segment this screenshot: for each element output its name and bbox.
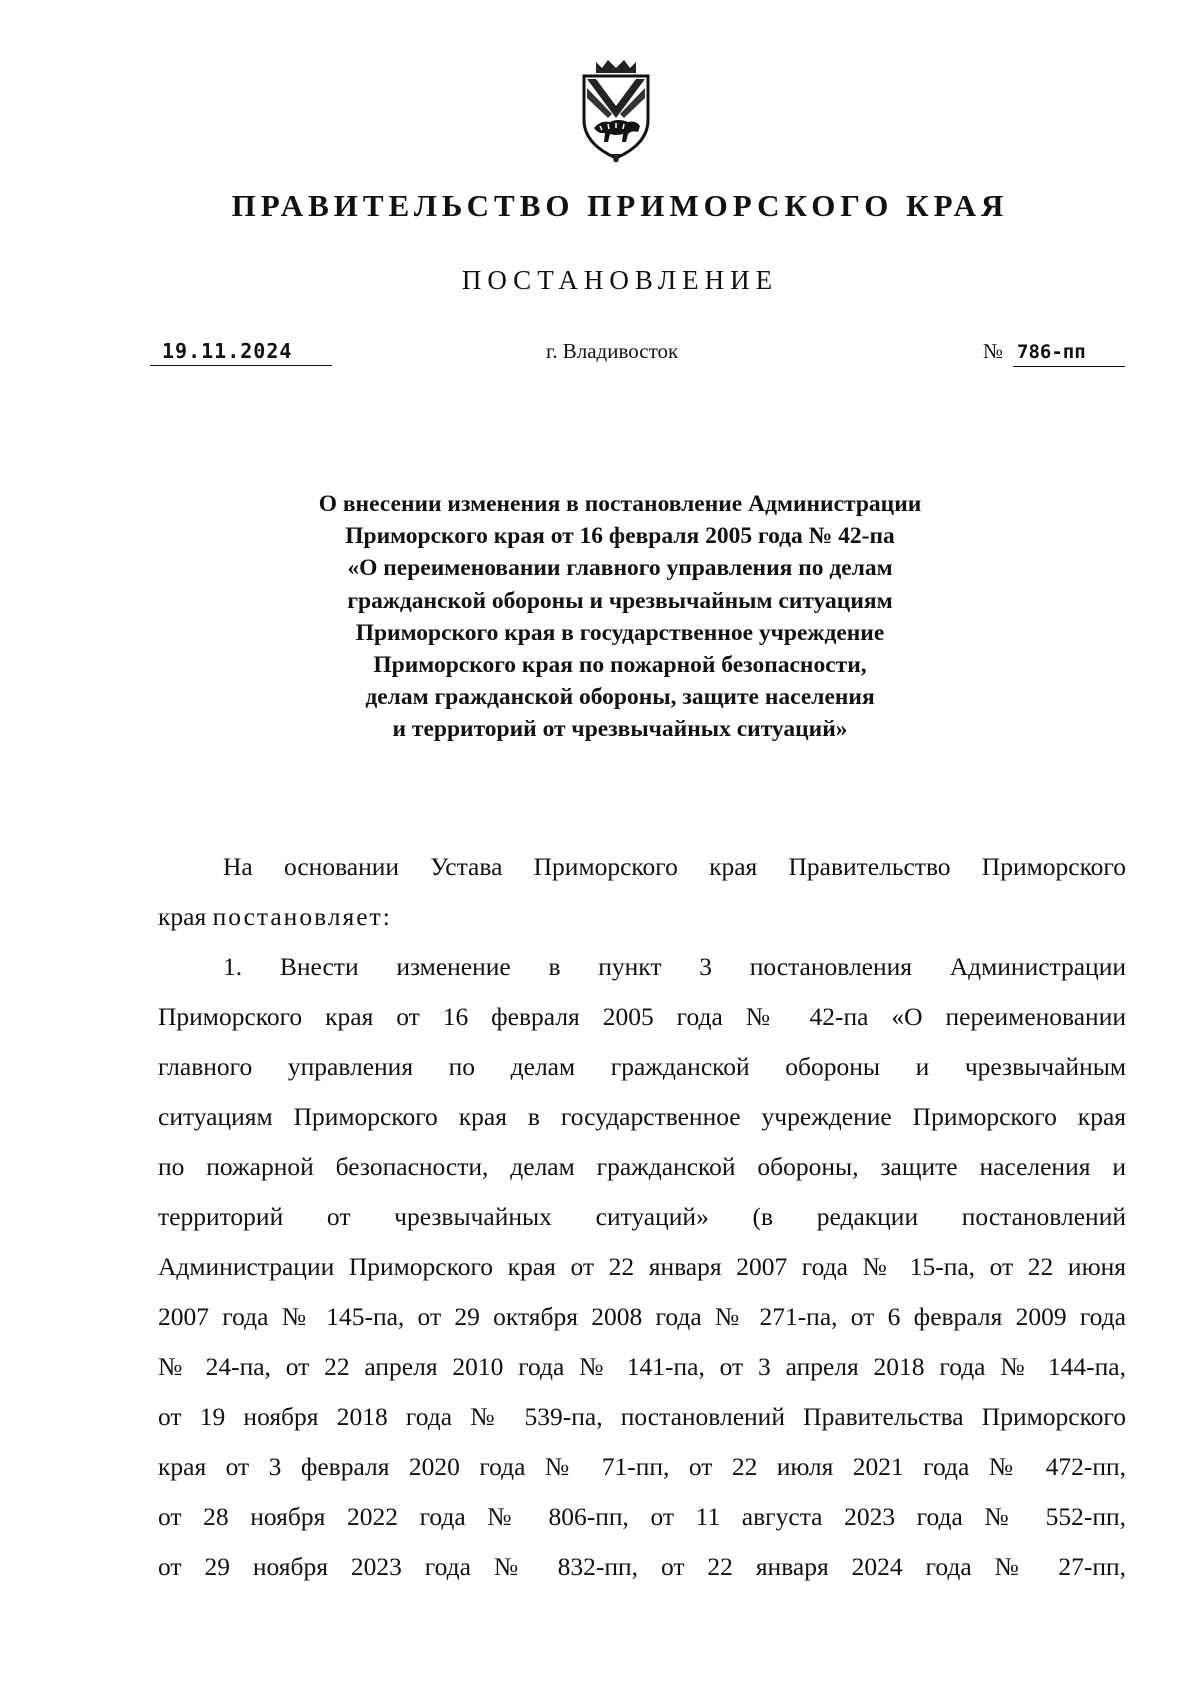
document-type: ПОСТАНОВЛЕНИЕ — [461, 265, 779, 295]
body-paragraph-line: от 28 ноября 2022 года № 806-пп, от 11 августа 2023 года № 552-пп, — [158, 1502, 1126, 1531]
document-body — [158, 842, 1126, 1592]
heading-line: Приморского края в государственное учреждение — [355, 619, 885, 646]
body-paragraph-line — [158, 892, 1126, 942]
body-paragraph-line: 2007 года № 145-па, от 29 октября 2008 года № 271-па, от 6 февраля 2009 года — [158, 1302, 1126, 1331]
document-city: г. Владивосток — [546, 339, 679, 363]
heading-line: О внесении изменения в постановление Администрации — [318, 491, 922, 517]
body-paragraph-line: № 24-па, от 22 апреля 2010 года № 141-па, от 3 апреля 2018 года № 144-па, — [158, 1352, 1126, 1381]
coat-of-arms-icon — [578, 58, 654, 162]
body-paragraph-line: Администрации Приморского края от 22 января 2007 года № 15-па, от 22 июня — [158, 1252, 1126, 1281]
body-paragraph-line: по пожарной безопасности, делам гражданской обороны, защите населения и — [158, 1152, 1126, 1181]
document-date: 19.11.2024 — [150, 337, 332, 366]
body-paragraph-line: 1. Внести изменение в пункт 3 постановления Администрации — [223, 952, 1126, 981]
body-text-fragment: края — [158, 902, 213, 931]
body-paragraph-line: края от 3 февраля 2020 года № 71-пп, от 22 июля 2021 года № 472-пп, — [158, 1452, 1126, 1481]
government-title: ПРАВИТЕЛЬСТВО ПРИМОРСКОГО КРАЯ — [231, 188, 1009, 223]
heading-line: «О переименовании главного управления по делам — [347, 555, 893, 582]
body-paragraph-line: На основании Устава Приморского края Правительство Приморского — [223, 852, 1126, 881]
body-paragraph-line: от 19 ноября 2018 года № 539-па, постановлений Правительства Приморского — [158, 1402, 1126, 1431]
body-paragraph-line: ситуациям Приморского края в государственное учреждение Приморского края — [158, 1102, 1126, 1131]
body-paragraph-line: от 29 ноября 2023 года № 832-пп, от 22 января 2024 года № 27-пп, — [158, 1552, 1126, 1581]
document-meta-row — [0, 337, 1200, 377]
body-paragraph-line: территорий от чрезвычайных ситуаций» (в редакции постановлений — [158, 1202, 1126, 1231]
document-heading — [180, 488, 1060, 746]
body-paragraph-line: Приморского края от 16 февраля 2005 года № 42-па «О переименовании — [158, 1002, 1126, 1031]
heading-line: Приморского края от 16 февраля 2005 года № 42-па — [345, 523, 895, 550]
heading-line: делам гражданской обороны, защите населения — [365, 684, 875, 711]
resolves-word: постановляет: — [212, 902, 392, 931]
heading-line: гражданской обороны и чрезвычайным ситуациям — [347, 587, 893, 614]
heading-line: и территорий от чрезвычайных ситуаций» — [392, 716, 848, 743]
document-number-block — [983, 337, 1125, 367]
document-number: 786-пп — [1013, 338, 1125, 367]
number-sign: № — [983, 339, 1004, 363]
body-paragraph-line: главного управления по делам гражданской обороны и чрезвычайным — [158, 1052, 1126, 1081]
heading-line: Приморского края по пожарной безопасности, — [373, 652, 867, 679]
